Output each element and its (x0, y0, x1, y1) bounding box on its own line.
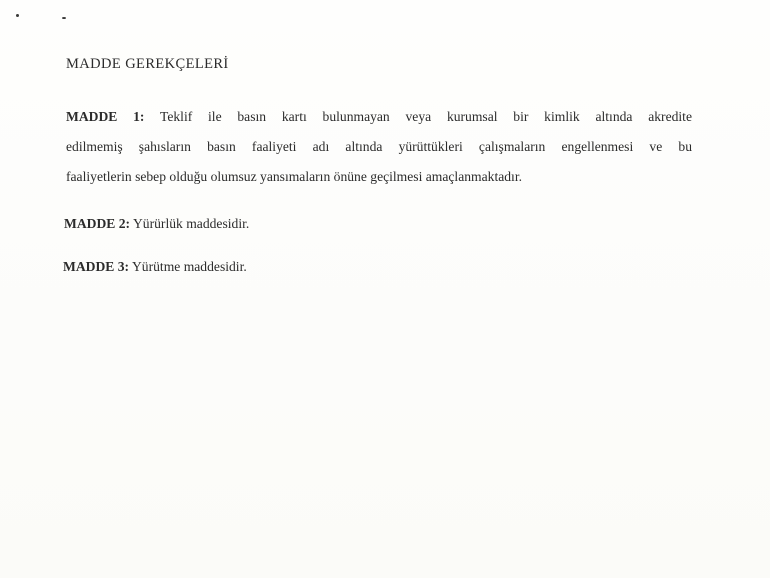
article-3 (63, 257, 689, 287)
article-1 (66, 107, 692, 197)
article-1-line-1 (66, 107, 692, 127)
scan-speck (16, 14, 19, 17)
article-1-line-2: edilmemiş şahısların basın faaliyeti adı altında yürüttükleri çalışmaların engellenmesi ve bu (66, 139, 692, 154)
article-3-text: Yürütme maddesidir. (131, 259, 247, 274)
article-1-label: MADDE 1: (66, 109, 145, 124)
article-1-text-line-1: Teklif ile basın kartı bulunmayan veya kurumsal bir kimlik altında akredite (159, 109, 692, 124)
article-2-line (64, 214, 690, 244)
article-2 (64, 214, 690, 244)
scan-speck (62, 17, 66, 19)
article-3-label: MADDE 3: (63, 259, 130, 274)
article-1-line-3: faaliyetlerin sebep olduğu olumsuz yansımaların önüne geçilmesi amaçlanmaktadır. (66, 169, 523, 184)
article-2-label: MADDE 2: (64, 216, 131, 231)
article-3-line (63, 257, 689, 287)
article-2-text: Yürürlük maddesidir. (132, 216, 250, 231)
document-heading: MADDE GEREKÇELERİ (66, 56, 229, 72)
